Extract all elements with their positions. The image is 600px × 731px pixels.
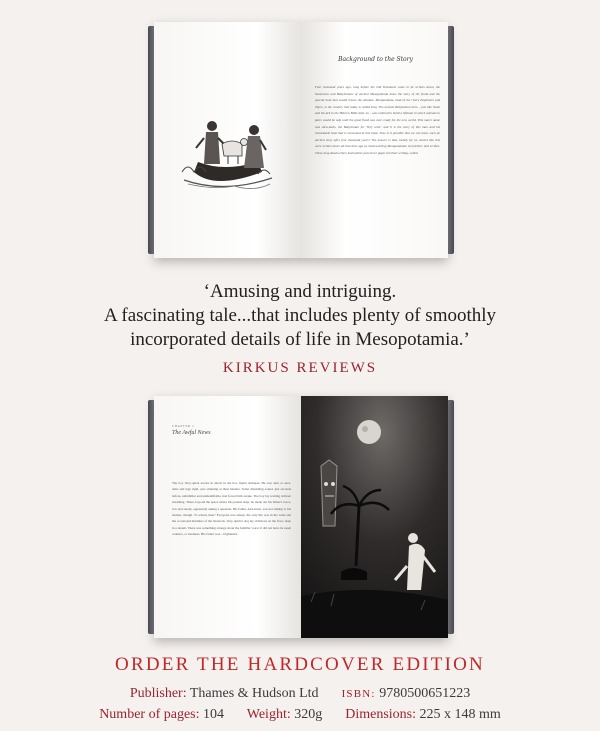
chapter-label: CHAPTER 1 xyxy=(172,424,195,428)
details-row-2 xyxy=(0,707,600,723)
quote-line-2: A fascinating tale...that includes plenty of smoothly xyxy=(103,305,497,326)
publisher-label: Publisher: xyxy=(129,686,187,701)
isbn-value: 9780500651223 xyxy=(379,686,471,701)
page-body-text: The boy Very-quick awoke in shock in the hot, liquid darkness. He was alert at once, arms and legs rigid, ears straining at their hardest. Some disturbing sound, just seconds before, unfamiliar and unidentifiable, had forced him awake. The boy lay waiting without breathing. There, beyond the space where his parents slept, he made out his father's voice, low and steady, apparently asking a question. His father, Atra-hasis, was not talking to his mother, though. To whom, then? Everyone was asleep: the only life was in the wind and the occasional murmurs of the livestock. Very-quick's dog lay oblivious on the floor, deep in a dream. There was something strange about the familiar voice: it did not have its usual cadence, or loudness. His father was... frightened. xyxy=(172,481,291,537)
night-scene-illustration xyxy=(301,396,448,638)
review-source: KIRKUS REVIEWS xyxy=(222,360,378,376)
review-quote xyxy=(0,280,600,352)
left-page-text xyxy=(154,396,301,638)
chapter-title: The Awful News xyxy=(172,430,211,436)
book-spread-top xyxy=(148,22,454,258)
quote-line-1: ‘Amusing and intriguing. xyxy=(203,281,397,302)
details-row-1 xyxy=(0,686,600,702)
right-page-illustration xyxy=(301,396,448,638)
pages-label: Number of pages: xyxy=(99,707,200,722)
order-heading[interactable]: ORDER THE HARDCOVER EDITION xyxy=(115,654,485,675)
book-spread-bottom xyxy=(148,396,454,638)
book-pages xyxy=(154,396,448,638)
quote-line-3: incorporated details of life in Mesopotamia.’ xyxy=(130,329,470,350)
book-pages xyxy=(154,22,448,258)
page-heading: Background to the Story xyxy=(338,56,413,63)
weight-label: Weight: xyxy=(246,707,291,722)
isbn-label: ISBN: xyxy=(341,688,376,700)
dimensions-value: 225 x 148 mm xyxy=(419,707,501,722)
dimensions-label: Dimensions: xyxy=(345,707,417,722)
pages-value: 104 xyxy=(203,707,224,722)
page-body-text: Four thousand years ago, long before the Old Testament came to be written down, the Sumerians and Babylonians of ancient Mesopotamia knew the story of the flood and the special boat that would rescue the animals. Mesopotamia, land of the rivers Euphrates and Tigris, is the country that today is called Iraq. The ancient Babylonian hero – just like Noah and his Ark in the Hebrew Bible later on – was ordered to build a lifeboat in which animals in pairs would be safe until the great flood was over, ready for the new world. This man's name was Atra-hasis, the Babylonian for 'Very wise', and it is the story of this man and his remarkable boat that is recounted in this book. Now is it possible that we can know such an ancient story after four thousand years? The answer is that, luckily for us, stories like this were written down all that time ago by hard-working Mesopotamian storytellers and scribes. These long dead writers had neither pencil nor paper but their writing, called xyxy=(315,85,440,155)
weight-value: 320g xyxy=(294,707,323,722)
right-page-text xyxy=(301,22,448,258)
ark-illustration xyxy=(154,22,301,258)
publisher-value: Thames & Hudson Ltd xyxy=(189,686,319,701)
left-page-illustration xyxy=(154,22,301,258)
